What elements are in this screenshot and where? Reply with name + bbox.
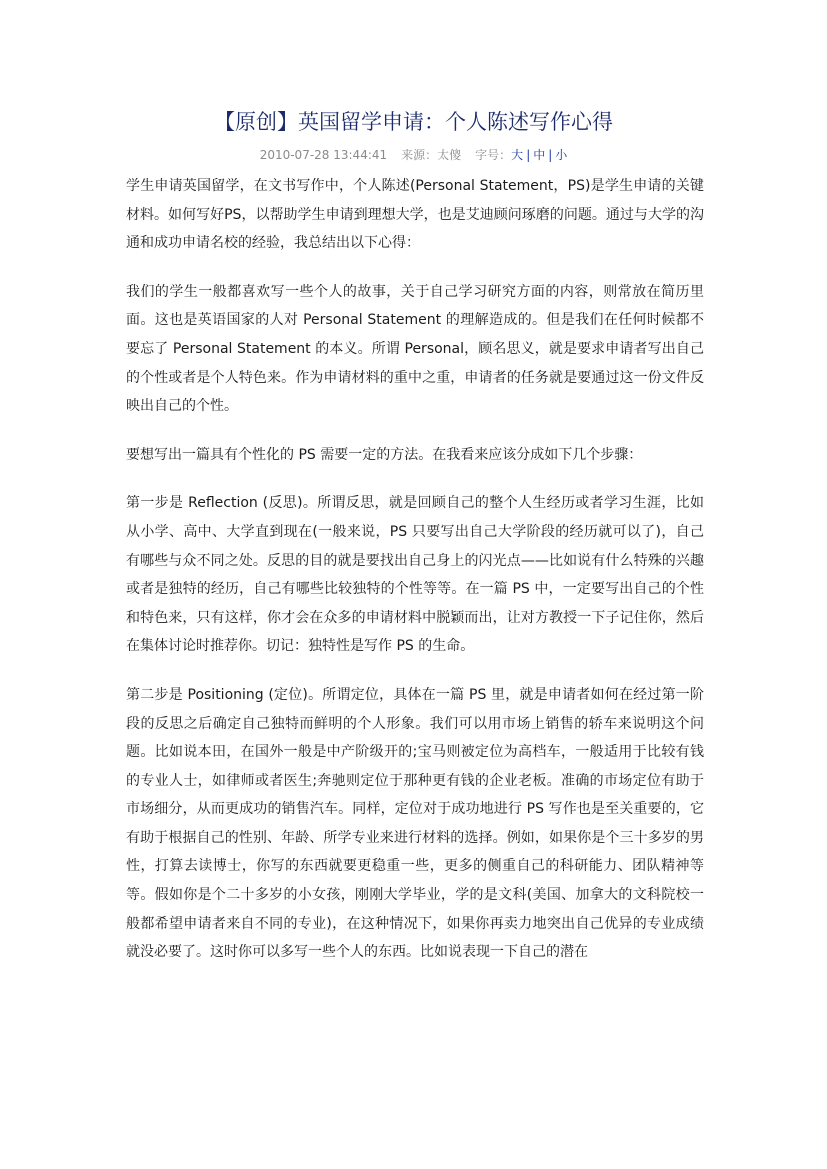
paragraph-step-positioning: 第二步是 Positioning (定位)。所谓定位，具体在一篇 PS 里，就是申请者如何在经过第一阶段的反思之后确定自己独特而鲜明的个人形象。我们可以用市场上销售的轿车来说明这个问题。比如说本田，在国外一般是中产阶级开的;宝马则被定位为高档车，一般适用于比较有钱的专业人士，如律师或者医生;奔驰则定位于那种更有钱的企业老板。准确的市场定位有助于市场细分，从而更成功的销售汽车。同样，定位对于成功地进行 PS 写作也是至关重要的，它有助于根据自己的性别、年龄、所学专业来进行材料的选择。例如，如果你是个三十多岁的男性，打算去读博士，你写的东西就要更稳重一些，更多的侧重自己的科研能力、团队精神等等。假如你是个二十多岁的小女孩，刚刚大学毕业，学的是文科(美国、加拿大的文科院校一般都希望申请者来自不同的专业)，在这种情况下，如果你再卖力地突出自己优异的专业成绩就没必要了。这时你可以多写一些个人的东西。比如说表现一下自己的潜在	[126, 686, 704, 961]
source-label: 来源：太傻	[401, 148, 462, 162]
paragraph-steps-intro: 要想写出一篇具有个性化的 PS 需要一定的方法。在我看来应该分成如下几个步骤：	[126, 446, 643, 463]
article-body	[126, 172, 704, 987]
paragraph-personal: 我们的学生一般都喜欢写一些个人的故事，关于自己学习研究方面的内容，则常放在简历里面。这也是英语国家的人对 Personal Statement 的理解造成的。但是我们在任何时候都不要忘了 Personal Statement 的本义。所谓 Personal，顾名思义，就是要求申请者写出自己的个性或者是个人特色来。作为申请材料的重中之重，申请者的任务就是要通过这一份文件反映出自己的个性。	[126, 283, 704, 415]
separator: |	[548, 148, 553, 162]
article-title: 【原创】英国留学申请：个人陈述写作心得	[214, 110, 613, 134]
publish-datetime: 2010-07-28 13:44:41	[259, 148, 388, 162]
article-meta	[0, 145, 827, 165]
paragraph-intro: 学生申请英国留学，在文书写作中，个人陈述(Personal Statement，PS)是学生申请的关键材料。如何写好PS，以帮助学生申请到理想大学，也是艾迪顾问琢磨的问题。通过与大学的沟通和成功申请名校的经验，我总结出以下心得：	[126, 178, 704, 252]
paragraph-step-reflection: 第一步是 Reflection (反思)。所谓反思，就是回顾自己的整个人生经历或者学习生涯，比如从小学、高中、大学直到现在(一般来说，PS 只要写出自己大学阶段的经历就可以了)，自己有哪些与众不同之处。反思的目的就是要找出自己身上的闪光点——比如说有什么特殊的兴趣或者是独特的经历，自己有哪些比较独特的个性等等。在一篇 PS 中，一定要写出自己的个性和特色来，只有这样，你才会在众多的申请材料中脱颖而出，让对方教授一下子记住你，然后在集体讨论时推荐你。切记：独特性是写作 PS 的生命。	[126, 495, 704, 655]
font-size-medium-link[interactable]: 中	[533, 148, 546, 162]
font-size-small-link[interactable]: 小	[555, 148, 568, 162]
font-size-label: 字号：	[475, 148, 512, 162]
separator: |	[526, 148, 531, 162]
font-size-large-link[interactable]: 大	[511, 148, 524, 162]
